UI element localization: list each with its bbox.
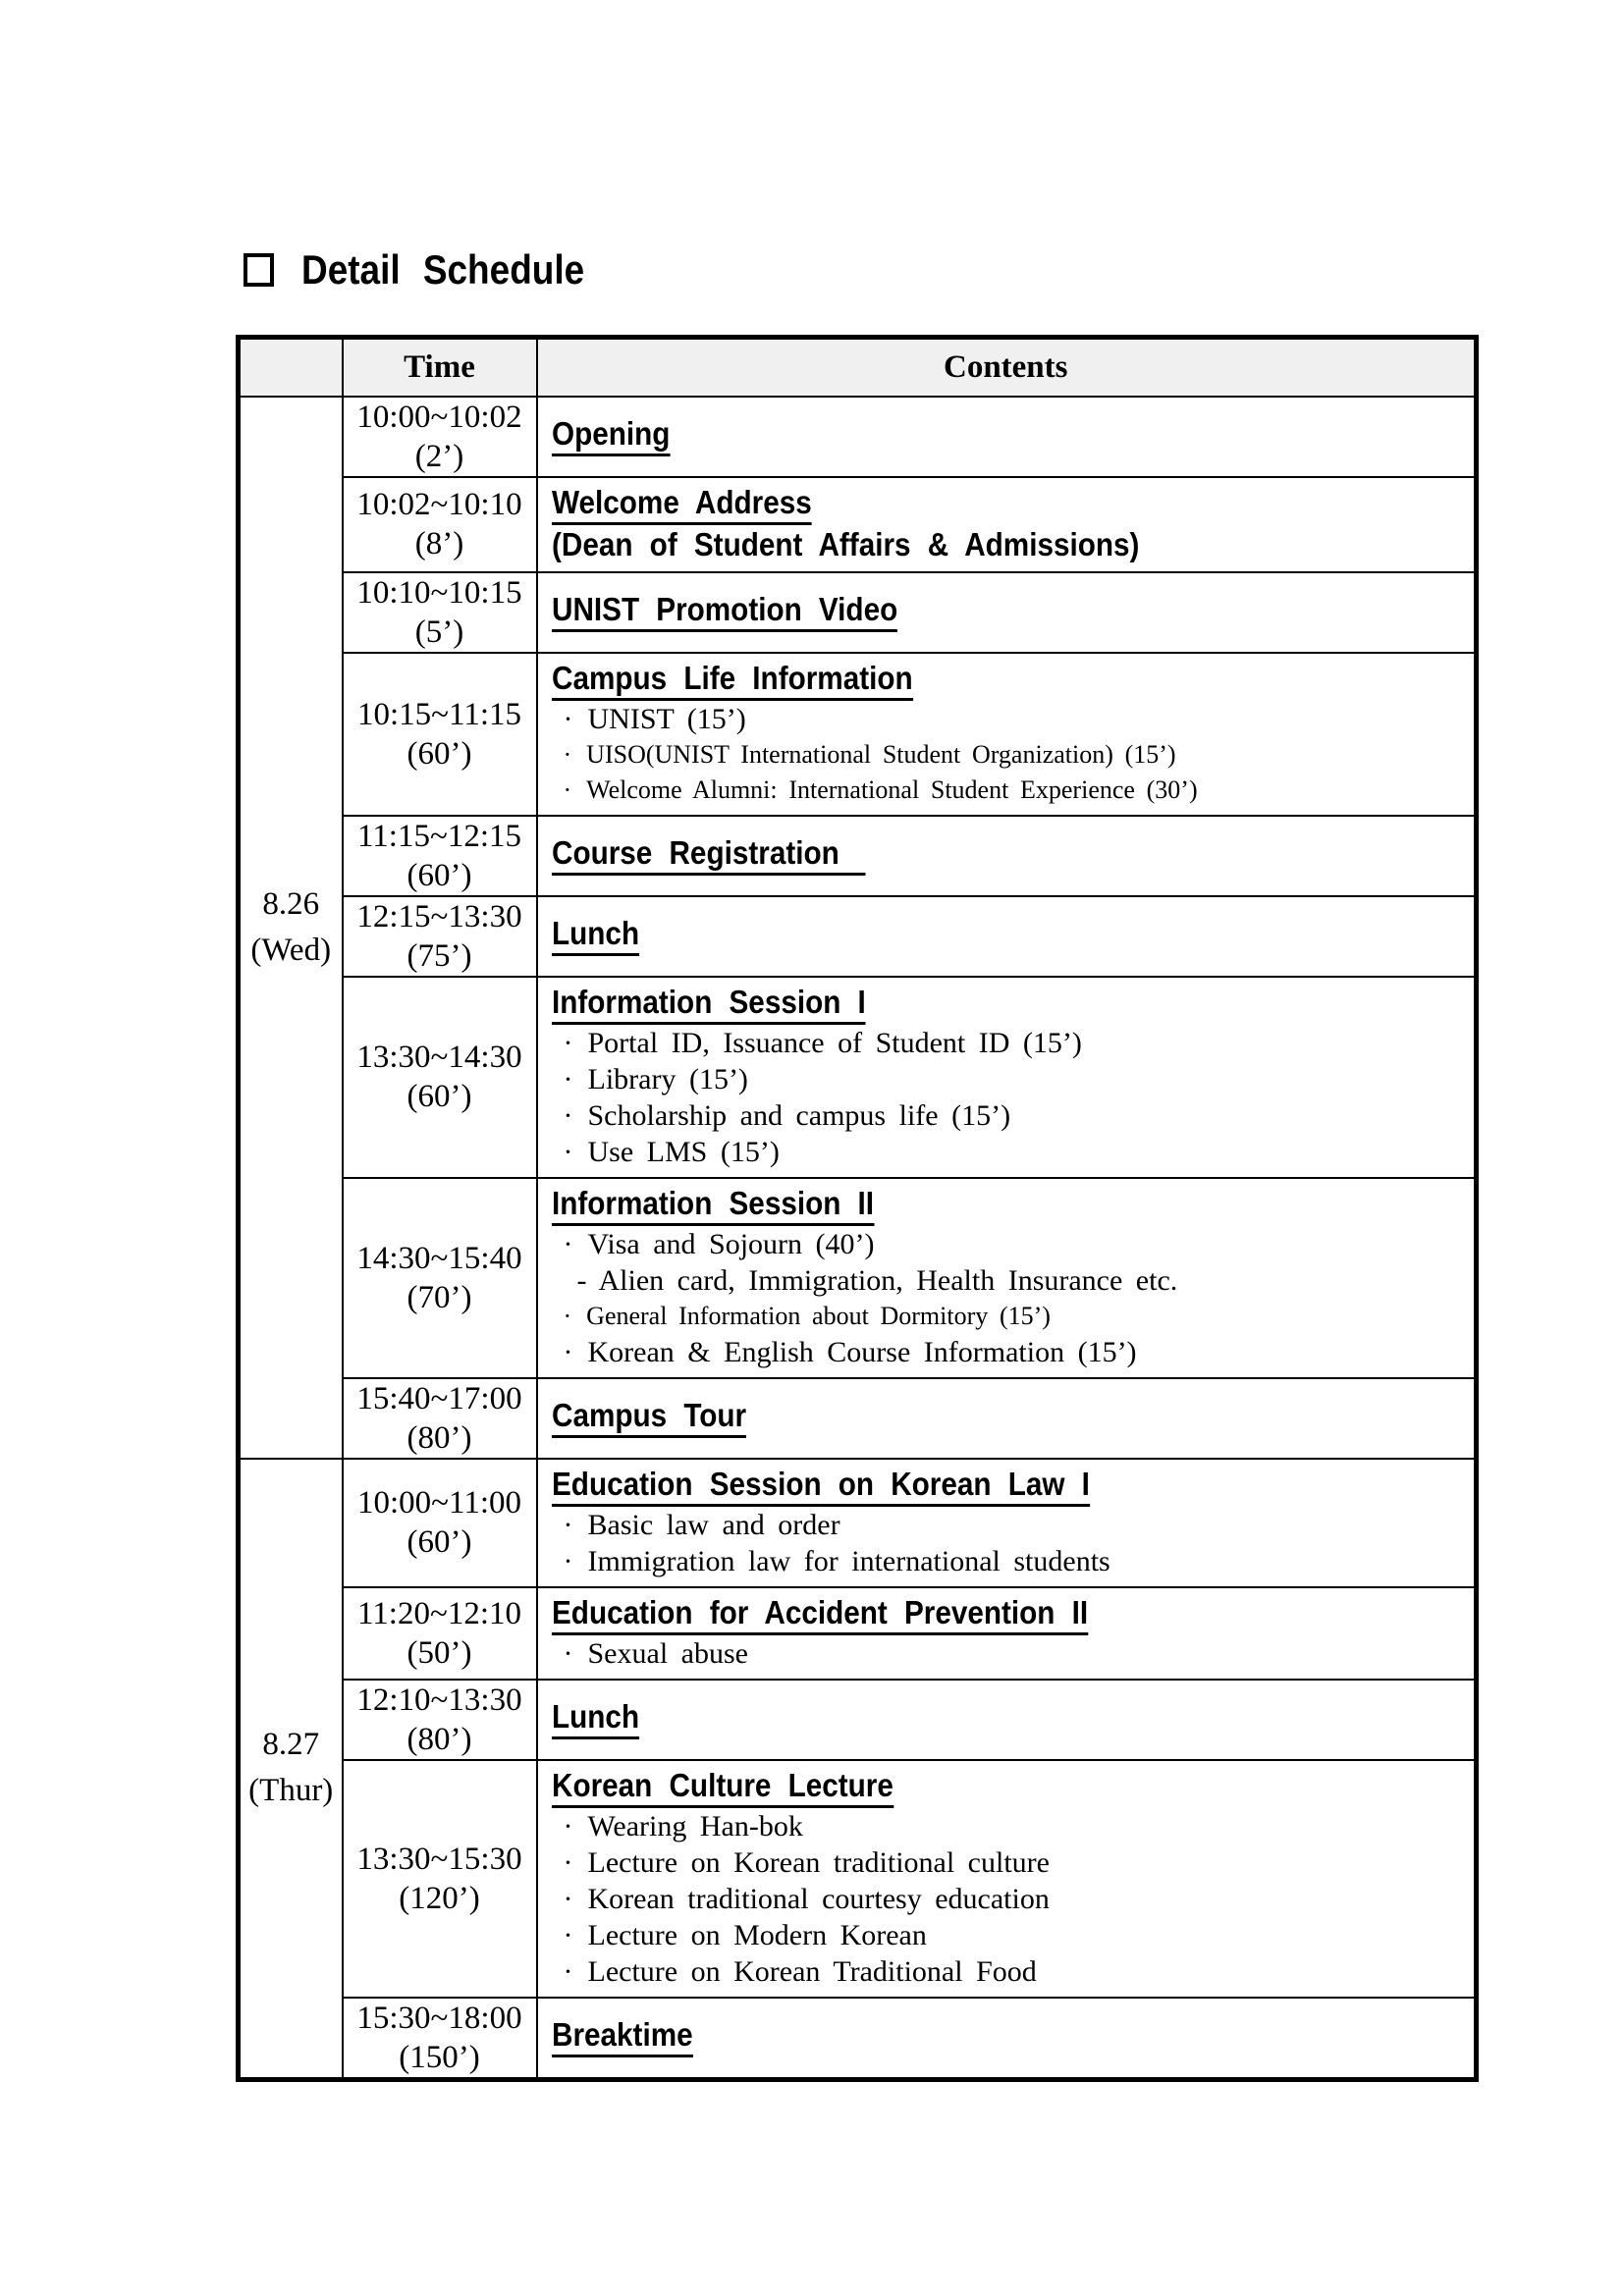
- content-bullet: · Scholarship and campus life (15’): [552, 1097, 1467, 1134]
- time-cell: [343, 653, 537, 816]
- time-duration: (60’): [406, 735, 472, 772]
- time-duration: (75’): [406, 937, 472, 974]
- content-heading: Information Session II: [552, 1184, 874, 1226]
- content-heading: Welcome Address: [552, 483, 812, 525]
- schedule-row: [239, 572, 1477, 653]
- time-duration: (5’): [414, 614, 464, 650]
- content-heading-line: [552, 983, 1467, 1025]
- day-label-line: (Thur): [248, 1773, 334, 1808]
- time-cell: [343, 1760, 537, 1998]
- content-bullet: · Lecture on Modern Korean: [552, 1917, 1467, 1953]
- content-heading: Information Session I: [552, 983, 866, 1025]
- content-heading-line: [552, 1396, 1467, 1438]
- schedule-row: [239, 1760, 1477, 1998]
- time-cell: [343, 896, 537, 977]
- content-heading: Campus Life Information: [552, 659, 913, 701]
- header-row: [239, 338, 1477, 397]
- content-heading: Education for Accident Prevention II: [552, 1593, 1088, 1635]
- time-cell: [343, 572, 537, 653]
- content-heading-line: [552, 414, 1467, 456]
- contents-cell: [537, 816, 1477, 896]
- content-bullet: · Korean & English Course Information (15’): [552, 1334, 1467, 1370]
- time-range: 15:30~18:00: [356, 2000, 522, 2036]
- time-duration: (120’): [399, 1880, 480, 1916]
- header-day-cell: [239, 338, 343, 397]
- schedule-row: [239, 1998, 1477, 2080]
- time-range: 15:40~17:00: [356, 1380, 522, 1416]
- time-cell: [343, 977, 537, 1178]
- content-heading: Campus Tour: [552, 1396, 746, 1438]
- time-range: 12:15~13:30: [356, 898, 522, 934]
- content-bullet: · Lecture on Korean traditional culture: [552, 1844, 1467, 1881]
- contents-cell: [537, 477, 1477, 572]
- content-bullet: · Basic law and order: [552, 1507, 1467, 1543]
- time-range: 10:15~11:15: [357, 696, 521, 732]
- time-cell: [343, 1178, 537, 1378]
- content-bullet: · Portal ID, Issuance of Student ID (15’): [552, 1025, 1467, 1061]
- time-duration: (80’): [406, 1721, 472, 1757]
- day-cell: [239, 397, 343, 1459]
- schedule-row: [239, 397, 1477, 477]
- page-title: [244, 247, 623, 293]
- content-heading-line: [552, 1184, 1467, 1226]
- time-range: 10:02~10:10: [356, 487, 522, 522]
- content-heading: UNIST Promotion Video: [552, 590, 897, 632]
- content-heading-line: [552, 1465, 1467, 1507]
- day-label-line: 8.26: [262, 885, 320, 922]
- contents-cell: [537, 977, 1477, 1178]
- time-cell: [343, 1378, 537, 1459]
- time-duration: (80’): [406, 1419, 472, 1456]
- time-duration: (70’): [406, 1279, 472, 1315]
- schedule-row: [239, 1680, 1477, 1760]
- time-duration: (150’): [399, 2039, 480, 2075]
- time-cell: [343, 1587, 537, 1680]
- content-bullet: · Sexual abuse: [552, 1635, 1467, 1672]
- schedule-table: [236, 335, 1479, 2082]
- schedule-row: [239, 1378, 1477, 1459]
- time-duration: (60’): [406, 1524, 472, 1560]
- contents-cell: [537, 1378, 1477, 1459]
- time-cell: [343, 1680, 537, 1760]
- content-heading: Course Registration: [552, 833, 866, 876]
- time-range: 12:10~13:30: [356, 1682, 522, 1718]
- schedule-row: [239, 896, 1477, 977]
- schedule-row: [239, 977, 1477, 1178]
- contents-cell: [537, 397, 1477, 477]
- content-heading: Breaktime: [552, 2015, 693, 2057]
- content-heading: Korean Culture Lecture: [552, 1766, 893, 1808]
- content-heading: Lunch: [552, 914, 639, 956]
- header-contents-cell: Contents: [537, 338, 1477, 397]
- content-heading-line: [552, 833, 1467, 876]
- schedule-row: [239, 1587, 1477, 1680]
- contents-cell: [537, 1587, 1477, 1680]
- content-bullet: · UISO(UNIST International Student Organization) (15’): [552, 737, 1467, 773]
- header-time-cell: Time: [343, 338, 537, 397]
- time-duration: (2’): [414, 438, 464, 474]
- contents-cell: [537, 896, 1477, 977]
- content-bullet: · Immigration law for international students: [552, 1543, 1467, 1579]
- time-range: 13:30~14:30: [356, 1040, 522, 1075]
- content-heading-line: [552, 590, 1467, 632]
- time-range: 10:00~11:00: [357, 1485, 521, 1521]
- day-cell: [239, 1459, 343, 2080]
- content-bullet: · Welcome Alumni: International Student Experience (30’): [552, 773, 1467, 808]
- time-range: 10:00~10:02: [356, 399, 522, 435]
- day-label-line: 8.27: [262, 1727, 320, 1762]
- content-plain: (Dean of Student Affairs & Admissions): [551, 525, 1139, 562]
- content-bullet: · Library (15’): [552, 1061, 1467, 1097]
- content-heading-line: [552, 914, 1467, 956]
- content-bullet: · Use LMS (15’): [552, 1134, 1467, 1170]
- content-heading-line: [552, 483, 1467, 525]
- content-heading-line: [552, 1593, 1467, 1635]
- time-range: 11:15~12:15: [357, 818, 521, 854]
- content-heading: Opening: [552, 414, 670, 456]
- contents-cell: [537, 653, 1477, 816]
- schedule-row: [239, 1459, 1477, 1587]
- time-duration: (60’): [406, 857, 472, 893]
- contents-cell: [537, 1178, 1477, 1378]
- schedule-row: [239, 1178, 1477, 1378]
- day-label-line: (Wed): [250, 932, 332, 968]
- contents-cell: [537, 1760, 1477, 1998]
- time-cell: [343, 816, 537, 896]
- content-heading-line: [552, 1766, 1467, 1808]
- content-bullet: · Visa and Sojourn (40’): [552, 1226, 1467, 1262]
- content-bullet: · Korean traditional courtesy education: [552, 1881, 1467, 1917]
- content-bullet: · General Information about Dormitory (15’): [552, 1299, 1467, 1334]
- content-heading: Lunch: [552, 1697, 639, 1739]
- content-heading: Education Session on Korean Law I: [552, 1465, 1090, 1507]
- content-heading-line: [552, 659, 1467, 701]
- time-range: 11:20~12:10: [357, 1595, 521, 1631]
- content-heading-line: [552, 2015, 1467, 2057]
- time-range: 14:30~15:40: [356, 1240, 522, 1276]
- schedule-row: [239, 653, 1477, 816]
- contents-cell: [537, 1998, 1477, 2080]
- time-cell: [343, 397, 537, 477]
- contents-cell: [537, 1680, 1477, 1760]
- time-cell: [343, 477, 537, 572]
- time-duration: (50’): [406, 1634, 472, 1671]
- time-cell: [343, 1998, 537, 2080]
- time-duration: (8’): [414, 526, 464, 561]
- contents-cell: [537, 1459, 1477, 1587]
- schedule-row: [239, 477, 1477, 572]
- content-bullet: · Wearing Han-bok: [552, 1808, 1467, 1844]
- contents-cell: [537, 572, 1477, 653]
- content-heading-line: [552, 1697, 1467, 1739]
- time-range: 13:30~15:30: [356, 1841, 522, 1877]
- page-title-text: Detail Schedule: [301, 246, 585, 293]
- schedule-row: [239, 816, 1477, 896]
- empty-square-icon: [244, 253, 274, 287]
- content-bullet: · Lecture on Korean Traditional Food: [552, 1953, 1467, 1990]
- time-range: 10:10~10:15: [356, 574, 522, 611]
- time-cell: [343, 1459, 537, 1587]
- time-duration: (60’): [406, 1079, 472, 1114]
- content-bullet: · UNIST (15’): [552, 701, 1467, 737]
- content-sub: - Alien card, Immigration, Health Insurance etc.: [552, 1262, 1467, 1299]
